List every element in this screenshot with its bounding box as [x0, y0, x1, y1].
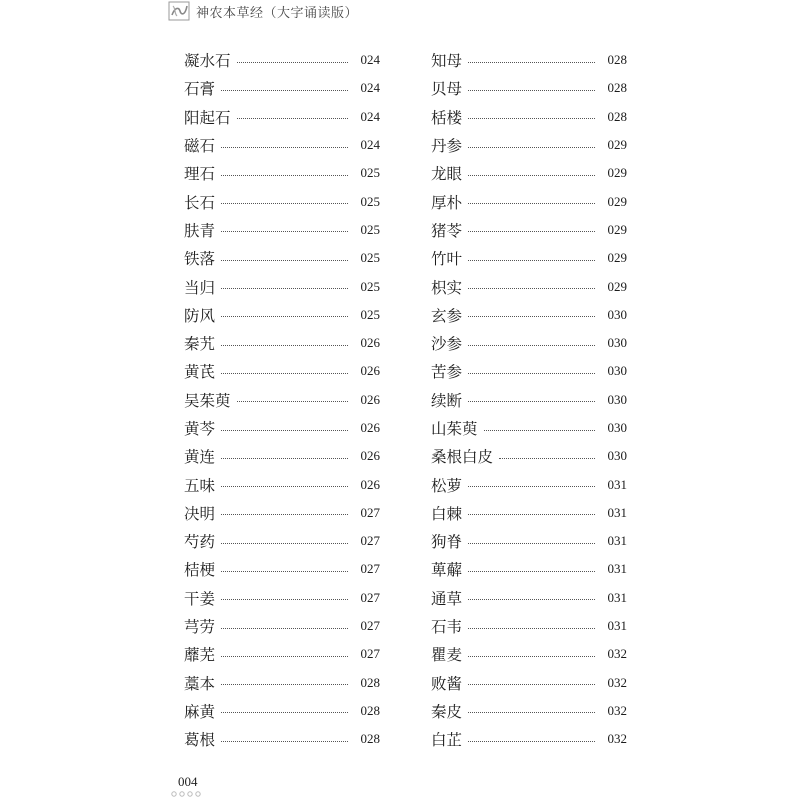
entry-page: 031: [607, 618, 627, 634]
entry-name: 丹参: [431, 137, 463, 156]
entry-page: 028: [607, 80, 627, 96]
entry-name: 败酱: [431, 674, 463, 693]
entry-page: 030: [607, 335, 627, 351]
entry-name: 瞿麦: [431, 646, 463, 665]
leader-dots: [484, 430, 595, 431]
entry-name: 凝水石: [184, 52, 231, 71]
entry-name: 石膏: [184, 80, 216, 99]
leader-dots: [468, 373, 595, 374]
entry-page: 029: [607, 165, 627, 181]
toc-column-left: [184, 46, 380, 753]
entry-page: 025: [360, 250, 380, 266]
entry-page: 026: [360, 335, 380, 351]
entry-page: 032: [607, 731, 627, 747]
leader-dots: [468, 712, 595, 713]
toc-entry: [431, 414, 627, 442]
entry-name: 石韦: [431, 618, 463, 637]
leader-dots: [221, 486, 348, 487]
leader-dots: [499, 458, 595, 459]
leader-dots: [468, 231, 595, 232]
leader-dots: [468, 599, 595, 600]
entry-page: 027: [360, 561, 380, 577]
leader-dots: [468, 401, 595, 402]
entry-name: 猪苓: [431, 221, 463, 240]
entry-name: 干姜: [184, 589, 216, 608]
entry-page: 025: [360, 278, 380, 294]
entry-page: 028: [607, 52, 627, 68]
toc-entry: [184, 414, 380, 442]
leader-dots: [221, 656, 348, 657]
leader-dots: [221, 684, 348, 685]
entry-page: 026: [360, 476, 380, 492]
leader-dots: [468, 62, 595, 63]
page-number: 004: [178, 774, 198, 789]
leader-dots: [221, 543, 348, 544]
entry-page: 031: [607, 504, 627, 520]
toc-entry: [431, 301, 627, 329]
leader-dots: [237, 62, 348, 63]
entry-page: 028: [607, 108, 627, 124]
entry-name: 秦皮: [431, 702, 463, 721]
entry-page: 026: [360, 420, 380, 435]
leader-dots: [221, 712, 348, 713]
leader-dots: [468, 656, 595, 657]
toc-entry: [184, 499, 380, 527]
entry-name: 磁石: [184, 137, 216, 156]
entry-page: 031: [607, 476, 627, 492]
entry-page: 026: [360, 391, 380, 407]
entry-page: 024: [360, 80, 380, 96]
toc-entry: [184, 103, 380, 131]
entry-page: 031: [607, 561, 627, 577]
toc-entry: [431, 386, 627, 414]
entry-name: 白棘: [431, 504, 463, 523]
footer-ornament-icon: [170, 789, 210, 799]
entry-name: 黄芩: [184, 420, 216, 438]
entry-name: 麻黄: [184, 702, 216, 721]
leader-dots: [468, 90, 595, 91]
entry-page: 028: [360, 674, 380, 690]
leader-dots: [221, 203, 348, 204]
entry-name: 狗脊: [431, 533, 463, 552]
leader-dots: [468, 514, 595, 515]
toc-entry: [431, 357, 627, 385]
entry-name: 五味: [184, 476, 216, 495]
leader-dots: [221, 90, 348, 91]
entry-name: 防风: [184, 306, 216, 325]
toc-entry: [184, 442, 380, 470]
toc-entry: [184, 74, 380, 102]
leader-dots: [221, 628, 348, 629]
toc-entry: [184, 301, 380, 329]
entry-name: 玄参: [431, 306, 463, 325]
leader-dots: [468, 175, 595, 176]
toc-entry: [431, 584, 627, 612]
entry-page: 031: [607, 533, 627, 549]
entry-page: 024: [360, 137, 380, 153]
book-title: 神农本草经（大字诵读版）: [196, 5, 359, 21]
entry-page: 027: [360, 589, 380, 605]
entry-name: 续断: [431, 391, 463, 410]
leader-dots: [221, 514, 348, 515]
entry-page: 031: [607, 589, 627, 605]
entry-page: 025: [360, 306, 380, 322]
leader-dots: [221, 260, 348, 261]
entry-name: 山茱萸: [431, 420, 478, 438]
entry-name: 桔梗: [184, 561, 216, 580]
entry-page: 025: [360, 193, 380, 209]
toc-entry: [184, 357, 380, 385]
entry-page: 024: [360, 52, 380, 68]
toc-column-right: [431, 46, 627, 753]
leader-dots: [237, 401, 348, 402]
entry-name: 秦艽: [184, 335, 216, 354]
entry-page: 024: [360, 108, 380, 124]
toc-entry: [184, 640, 380, 668]
entry-page: 027: [360, 533, 380, 549]
leader-dots: [468, 118, 595, 119]
toc-entry: [184, 612, 380, 640]
toc-entry: [431, 555, 627, 583]
leader-dots: [468, 288, 595, 289]
entry-name: 枳实: [431, 278, 463, 297]
toc-entry: [431, 640, 627, 668]
toc-entry: [431, 499, 627, 527]
entry-page: 032: [607, 674, 627, 690]
entry-name: 栝楼: [431, 108, 463, 127]
toc-entry: [431, 159, 627, 187]
leader-dots: [468, 571, 595, 572]
entry-name: 芍药: [184, 533, 216, 552]
entry-name: 厚朴: [431, 193, 463, 212]
leader-dots: [468, 260, 595, 261]
entry-name: 萆薢: [431, 561, 463, 580]
leader-dots: [221, 373, 348, 374]
toc-entry: [184, 386, 380, 414]
leader-dots: [221, 430, 348, 431]
entry-page: 032: [607, 702, 627, 718]
toc-entry: [184, 584, 380, 612]
entry-name: 贝母: [431, 80, 463, 99]
entry-name: 肤青: [184, 221, 216, 240]
toc-entry: [184, 527, 380, 555]
toc-entry: [431, 527, 627, 555]
entry-name: 沙参: [431, 335, 463, 354]
leader-dots: [237, 118, 348, 119]
leader-dots: [221, 458, 348, 459]
toc-entry: [431, 46, 627, 74]
entry-page: 032: [607, 646, 627, 662]
entry-name: 长石: [184, 193, 216, 212]
entry-name: 葛根: [184, 731, 216, 750]
entry-name: 阳起石: [184, 108, 231, 127]
toc-entry: [431, 442, 627, 470]
leader-dots: [221, 175, 348, 176]
toc-entry: [184, 329, 380, 357]
entry-page: 028: [360, 702, 380, 718]
toc-entry: [184, 470, 380, 498]
toc-entry: [184, 725, 380, 753]
entry-name: 铁落: [184, 250, 216, 269]
entry-page: 029: [607, 278, 627, 294]
leader-dots: [221, 741, 348, 742]
entry-name: 竹叶: [431, 250, 463, 269]
entry-page: 029: [607, 137, 627, 153]
leader-dots: [468, 741, 595, 742]
leader-dots: [221, 231, 348, 232]
leader-dots: [468, 486, 595, 487]
entry-page: 029: [607, 250, 627, 266]
entry-page: 028: [360, 731, 380, 747]
entry-name: 吴茱萸: [184, 391, 231, 410]
toc-entry: [431, 103, 627, 131]
toc-entry: [431, 725, 627, 753]
entry-name: 知母: [431, 52, 463, 71]
toc-entry: [184, 46, 380, 74]
leader-dots: [221, 571, 348, 572]
entry-page: 030: [607, 448, 627, 464]
entry-name: 芎劳: [184, 618, 216, 637]
toc-entry: [431, 470, 627, 498]
entry-page: 030: [607, 306, 627, 322]
toc-entry: [431, 697, 627, 725]
page-header: [168, 0, 358, 22]
toc-entry: [184, 669, 380, 697]
leader-dots: [468, 203, 595, 204]
toc-entry: [431, 187, 627, 215]
entry-name: 理石: [184, 165, 216, 184]
entry-page: 030: [607, 363, 627, 379]
leader-dots: [468, 543, 595, 544]
toc-entry: [431, 329, 627, 357]
leader-dots: [468, 316, 595, 317]
entry-name: 白芷: [431, 731, 463, 750]
entry-name: 蘼芜: [184, 646, 216, 665]
toc-entry: [184, 555, 380, 583]
entry-name: 龙眼: [431, 165, 463, 184]
leader-dots: [221, 147, 348, 148]
leader-dots: [468, 147, 595, 148]
toc-entry: [431, 272, 627, 300]
toc-entry: [431, 74, 627, 102]
entry-page: 029: [607, 221, 627, 237]
leader-dots: [221, 599, 348, 600]
entry-page: 030: [607, 420, 627, 435]
toc-entry: [431, 216, 627, 244]
entry-page: 025: [360, 165, 380, 181]
book-logo-icon: [168, 1, 190, 21]
entry-page: 026: [360, 363, 380, 379]
entry-page: 027: [360, 646, 380, 662]
entry-name: 通草: [431, 589, 463, 608]
entry-name: 桑根白皮: [431, 448, 494, 467]
toc-entry: [184, 131, 380, 159]
toc-entry: [431, 612, 627, 640]
entry-page: 027: [360, 618, 380, 634]
toc-entry: [431, 131, 627, 159]
entry-name: 黄芪: [184, 363, 216, 382]
toc-entry: [431, 669, 627, 697]
entry-name: 决明: [184, 504, 216, 523]
entry-page: 025: [360, 221, 380, 237]
entry-page: 026: [360, 448, 380, 464]
toc-entry: [184, 159, 380, 187]
entry-page: 030: [607, 391, 627, 407]
toc-entry: [184, 244, 380, 272]
toc-entry: [184, 272, 380, 300]
leader-dots: [221, 288, 348, 289]
leader-dots: [468, 684, 595, 685]
toc-entry: [184, 697, 380, 725]
entry-name: 黄连: [184, 448, 216, 467]
leader-dots: [468, 345, 595, 346]
entry-page: 029: [607, 193, 627, 209]
entry-name: 苦参: [431, 363, 463, 382]
toc-entry: [431, 244, 627, 272]
entry-name: 松萝: [431, 476, 463, 495]
leader-dots: [221, 316, 348, 317]
entry-name: 当归: [184, 278, 216, 297]
toc-entry: [184, 187, 380, 215]
leader-dots: [468, 628, 595, 629]
leader-dots: [221, 345, 348, 346]
entry-page: 027: [360, 504, 380, 520]
toc-entry: [184, 216, 380, 244]
entry-name: 藁本: [184, 674, 216, 693]
